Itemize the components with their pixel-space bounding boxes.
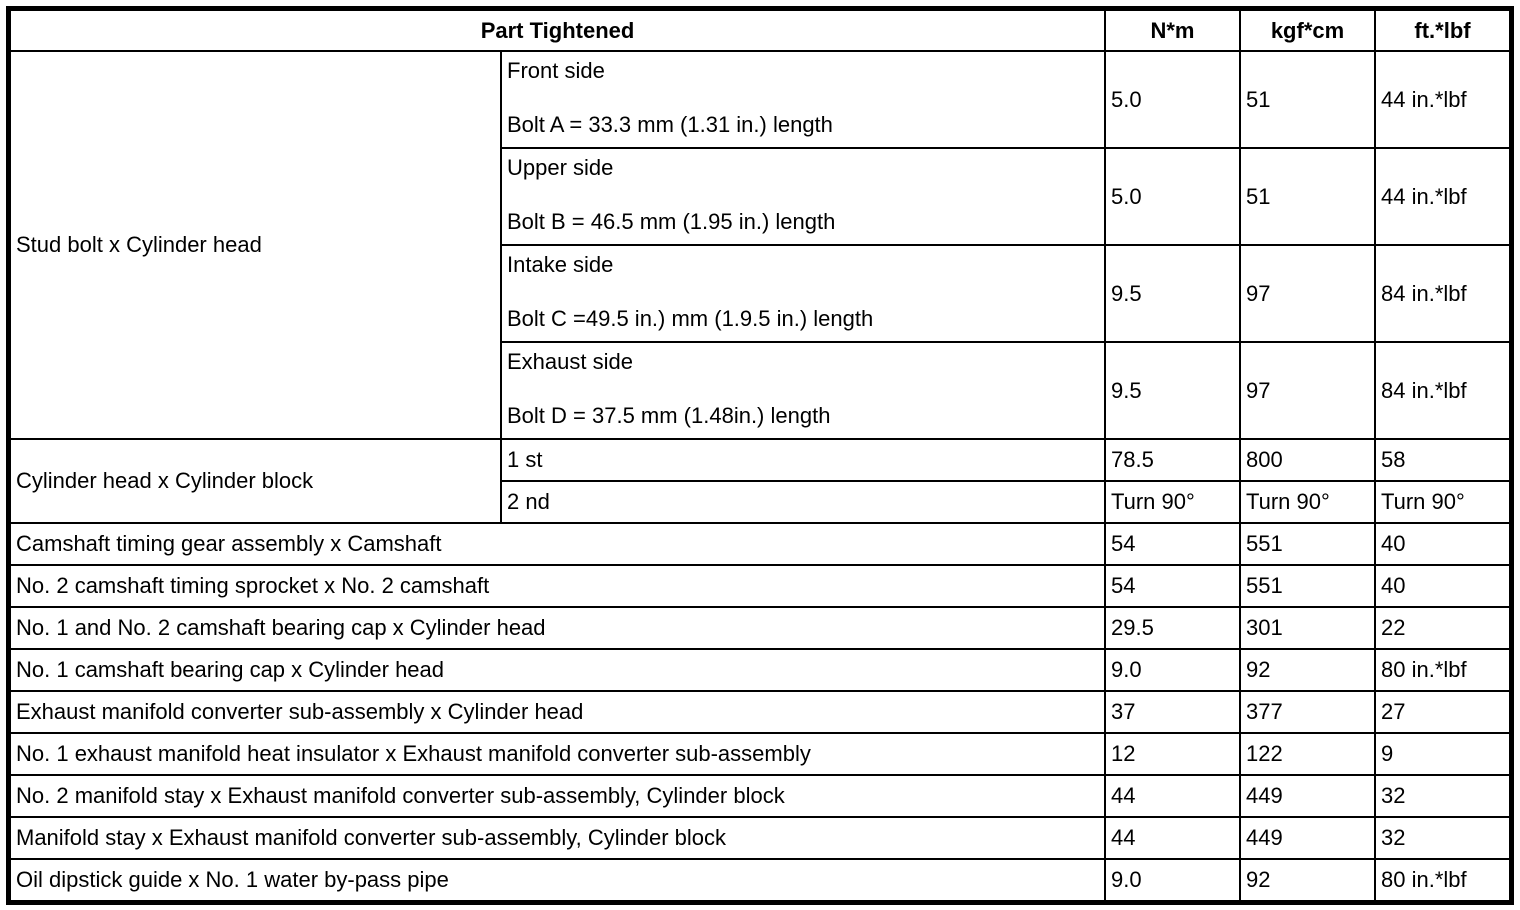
stud-bolt-intake-cell bbox=[501, 245, 1105, 342]
value-nm: 29.5 bbox=[1105, 607, 1240, 649]
table-row bbox=[10, 51, 1510, 148]
table-row bbox=[10, 607, 1510, 649]
value-kgf-cm: 449 bbox=[1240, 817, 1375, 859]
value-ft-lbf: 32 bbox=[1375, 775, 1510, 817]
value-kgf-cm: 301 bbox=[1240, 607, 1375, 649]
side-label: Upper side bbox=[507, 155, 614, 180]
value-nm: Turn 90° bbox=[1105, 481, 1240, 523]
table-row bbox=[10, 733, 1510, 775]
value-nm: 9.0 bbox=[1105, 859, 1240, 901]
table-row bbox=[10, 817, 1510, 859]
value-ft-lbf: 27 bbox=[1375, 691, 1510, 733]
value-kgf-cm: 97 bbox=[1240, 342, 1375, 439]
value-nm: 78.5 bbox=[1105, 439, 1240, 481]
table-row bbox=[10, 523, 1510, 565]
part-cell: Oil dipstick guide x No. 1 water by-pass pipe bbox=[10, 859, 1105, 901]
table-row bbox=[10, 649, 1510, 691]
table-row bbox=[10, 565, 1510, 607]
header-part-tightened: Part Tightened bbox=[10, 10, 1105, 51]
stud-bolt-part-cell: Stud bolt x Cylinder head bbox=[10, 51, 501, 439]
value-nm: 37 bbox=[1105, 691, 1240, 733]
value-kgf-cm: 97 bbox=[1240, 245, 1375, 342]
header-ft-lbf: ft.*lbf bbox=[1375, 10, 1510, 51]
value-kgf-cm: Turn 90° bbox=[1240, 481, 1375, 523]
value-ft-lbf: Turn 90° bbox=[1375, 481, 1510, 523]
table-row bbox=[10, 859, 1510, 901]
stud-bolt-upper-cell bbox=[501, 148, 1105, 245]
value-ft-lbf: 9 bbox=[1375, 733, 1510, 775]
table-row bbox=[10, 691, 1510, 733]
value-kgf-cm: 449 bbox=[1240, 775, 1375, 817]
step-label: 1 st bbox=[501, 439, 1105, 481]
table-row bbox=[10, 775, 1510, 817]
value-ft-lbf: 84 in.*lbf bbox=[1375, 245, 1510, 342]
value-ft-lbf: 44 in.*lbf bbox=[1375, 51, 1510, 148]
value-nm: 12 bbox=[1105, 733, 1240, 775]
cyl-head-part-cell: Cylinder head x Cylinder block bbox=[10, 439, 501, 523]
table-row bbox=[10, 439, 1510, 481]
part-cell: Manifold stay x Exhaust manifold converter sub-assembly, Cylinder block bbox=[10, 817, 1105, 859]
header-nm: N*m bbox=[1105, 10, 1240, 51]
bolt-spec: Bolt D = 37.5 mm (1.48in.) length bbox=[507, 403, 831, 428]
value-kgf-cm: 92 bbox=[1240, 649, 1375, 691]
value-kgf-cm: 51 bbox=[1240, 148, 1375, 245]
value-kgf-cm: 551 bbox=[1240, 565, 1375, 607]
value-nm: 54 bbox=[1105, 565, 1240, 607]
stud-bolt-exhaust-cell bbox=[501, 342, 1105, 439]
table-header-row bbox=[10, 10, 1510, 51]
side-label: Exhaust side bbox=[507, 349, 633, 374]
value-kgf-cm: 377 bbox=[1240, 691, 1375, 733]
part-cell: Exhaust manifold converter sub-assembly x Cylinder head bbox=[10, 691, 1105, 733]
side-label: Intake side bbox=[507, 252, 614, 277]
torque-spec-table bbox=[9, 9, 1511, 902]
torque-spec-table-border bbox=[6, 6, 1514, 905]
value-ft-lbf: 40 bbox=[1375, 565, 1510, 607]
value-nm: 44 bbox=[1105, 817, 1240, 859]
value-nm: 5.0 bbox=[1105, 51, 1240, 148]
bolt-spec: Bolt A = 33.3 mm (1.31 in.) length bbox=[507, 112, 833, 137]
value-kgf-cm: 551 bbox=[1240, 523, 1375, 565]
part-cell: No. 1 camshaft bearing cap x Cylinder head bbox=[10, 649, 1105, 691]
value-ft-lbf: 44 in.*lbf bbox=[1375, 148, 1510, 245]
value-kgf-cm: 92 bbox=[1240, 859, 1375, 901]
part-cell: No. 1 and No. 2 camshaft bearing cap x Cylinder head bbox=[10, 607, 1105, 649]
side-label: Front side bbox=[507, 58, 605, 83]
value-nm: 54 bbox=[1105, 523, 1240, 565]
value-nm: 9.5 bbox=[1105, 245, 1240, 342]
value-ft-lbf: 58 bbox=[1375, 439, 1510, 481]
value-ft-lbf: 22 bbox=[1375, 607, 1510, 649]
part-cell: No. 1 exhaust manifold heat insulator x Exhaust manifold converter sub-assembly bbox=[10, 733, 1105, 775]
value-nm: 9.0 bbox=[1105, 649, 1240, 691]
stud-bolt-front-cell bbox=[501, 51, 1105, 148]
part-cell: Camshaft timing gear assembly x Camshaft bbox=[10, 523, 1105, 565]
value-ft-lbf: 80 in.*lbf bbox=[1375, 649, 1510, 691]
part-cell: No. 2 camshaft timing sprocket x No. 2 camshaft bbox=[10, 565, 1105, 607]
value-ft-lbf: 32 bbox=[1375, 817, 1510, 859]
value-nm: 44 bbox=[1105, 775, 1240, 817]
part-cell: No. 2 manifold stay x Exhaust manifold converter sub-assembly, Cylinder block bbox=[10, 775, 1105, 817]
value-nm: 5.0 bbox=[1105, 148, 1240, 245]
value-ft-lbf: 80 in.*lbf bbox=[1375, 859, 1510, 901]
torque-spec-table-wrapper bbox=[6, 6, 1514, 910]
value-kgf-cm: 51 bbox=[1240, 51, 1375, 148]
value-ft-lbf: 40 bbox=[1375, 523, 1510, 565]
header-kgf-cm: kgf*cm bbox=[1240, 10, 1375, 51]
value-kgf-cm: 122 bbox=[1240, 733, 1375, 775]
value-kgf-cm: 800 bbox=[1240, 439, 1375, 481]
bolt-spec: Bolt B = 46.5 mm (1.95 in.) length bbox=[507, 209, 836, 234]
step-label: 2 nd bbox=[501, 481, 1105, 523]
value-ft-lbf: 84 in.*lbf bbox=[1375, 342, 1510, 439]
value-nm: 9.5 bbox=[1105, 342, 1240, 439]
bolt-spec: Bolt C =49.5 in.) mm (1.9.5 in.) length bbox=[507, 306, 874, 331]
